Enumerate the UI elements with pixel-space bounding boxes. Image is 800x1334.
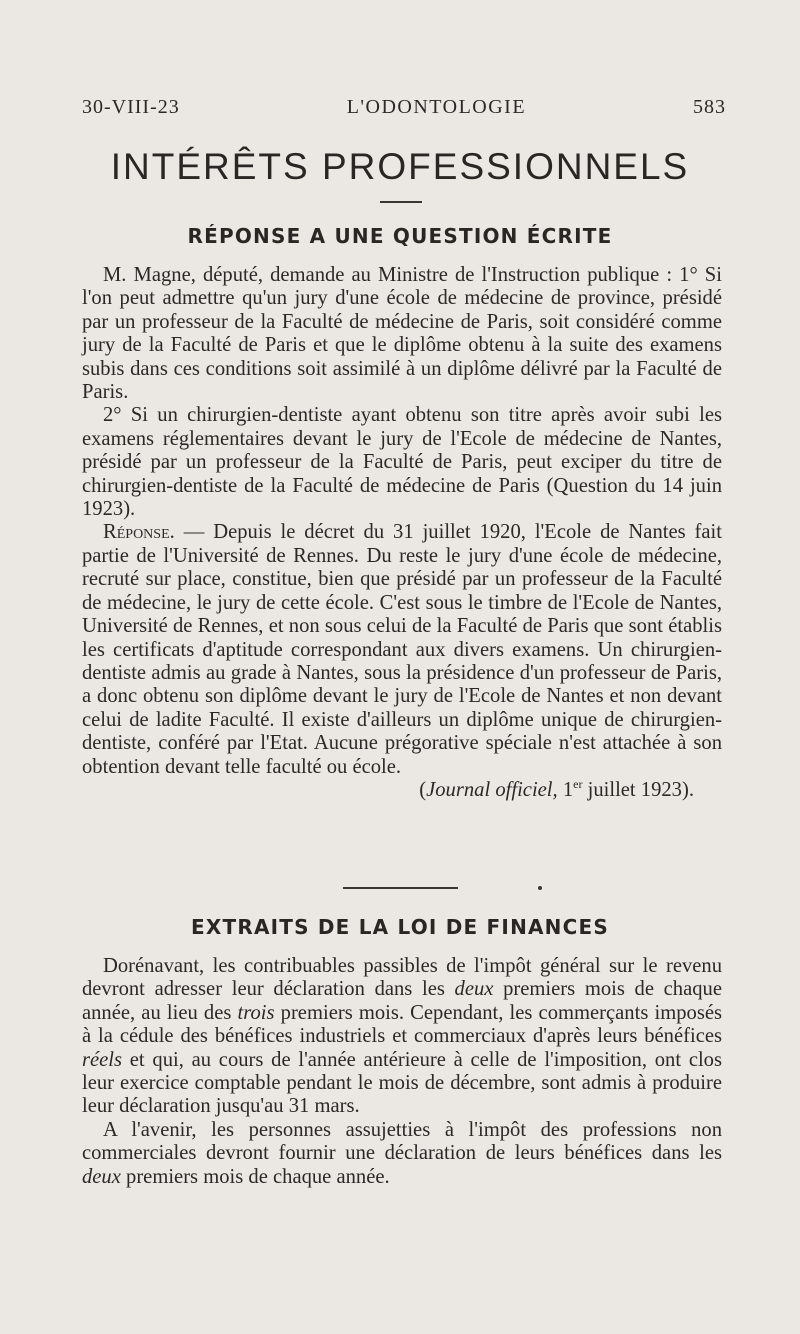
question-paragraph-2: 2° Si un chirurgien-dentiste ayant obtenu son titre après avoir subi les examens réglementaires devant le jury de l'Ecole de médecine de Nantes, présidé par un professeur de la Faculté de Paris, peut exciper du titre de chirurgien-dentiste de la Faculté de médecine de Paris (Question du 14 juin 1923).: [82, 404, 722, 521]
section-divider: [343, 887, 458, 889]
section-body-finances: [82, 955, 722, 1189]
answer-label: Réponse.: [103, 521, 175, 544]
emphasis-trois: trois: [237, 1001, 275, 1024]
finances-paragraph-2: [82, 1119, 722, 1189]
source-journal: Journal officiel,: [426, 778, 558, 801]
answer-paragraph: [82, 521, 722, 778]
emphasis-reels: réels: [82, 1048, 123, 1071]
running-header: [82, 96, 726, 119]
text-run: Dorénavant, les contribuables passibles de l'impôt général sur le revenu devront adresser leur déclaration dans les: [82, 955, 722, 1001]
text-run: et qui, au cours de l'année antérieure à celle de l'imposition, ont clos leur exercice comptable pendant le mois de décembre, sont admis à produire leur déclaration jusqu'au 31 mars.: [82, 1048, 722, 1118]
journal-name: L'ODONTOLOGIE: [346, 96, 527, 118]
source-day: 1: [557, 778, 574, 801]
section-title-finances: EXTRAITS DE LA LOI DE FINANCES: [191, 915, 609, 939]
finances-paragraph-1: [82, 955, 722, 1119]
page-number: 583: [693, 96, 726, 118]
page-title: INTÉRÊTS PROFESSIONNELS: [110, 146, 690, 187]
source-citation: (Journal officiel, 1er juillet 1923).: [419, 777, 694, 801]
text-run: premiers mois de chaque année, au lieu des: [82, 978, 722, 1024]
question-paragraph-1: M. Magne, député, demande au Ministre de l'Instruction publique : 1° Si l'on peut admettre qu'un jury d'une école de médecine de province, présidé par un professeur de la Faculté de médecine de Paris, soit considéré comme jury de la Faculté de Paris et que le diplôme obtenu à la suite des examens subis dans ces conditions soit assimilé à un diplôme délivré par la Faculté de Paris.: [82, 264, 722, 404]
emphasis-deux: deux: [454, 978, 494, 1001]
source-day-suffix: er: [573, 777, 583, 792]
divider-dot: [538, 886, 542, 890]
text-run: A l'avenir, les personnes assujetties à l'impôt des professions non commerciales devront fournir une déclaration de leurs bénéfices dans les: [82, 1118, 722, 1165]
source-date: juillet 1923).: [582, 778, 694, 801]
issue-date: 30-VIII-23: [82, 96, 180, 118]
section-title-reponse: RÉPONSE A UNE QUESTION ÉCRITE: [187, 224, 613, 248]
answer-text: — Depuis le décret du 31 juillet 1920, l'Ecole de Nantes fait partie de l'Université de Rennes. Du reste le jury d'une école de médecine, recruté sur place, constitue, bien que présidé par un professeur de la Faculté de médecine, le jury de cette école. C'est sous le timbre de l'Ecole de Nantes, Université de Rennes, et non sous celui de la Faculté de Paris que sont établis les certificats d'aptitude correspondant aux divers examens. Un chirurgien-dentiste admis au grade à Nantes, sous la présidence d'un professeur de Paris, a donc obtenu son diplôme devant le jury de l'Ecole de Nantes et non devant celui de ladite Faculté. Il existe d'ailleurs un diplôme unique de chirurgien-dentiste, conféré par l'Etat. Aucune prégorative spéciale n'est attachée à son obtention devant telle faculté ou école.: [82, 521, 722, 778]
emphasis-deux: deux: [82, 1165, 121, 1188]
title-divider: [380, 201, 422, 203]
text-run: premiers mois de chaque année.: [120, 1165, 390, 1188]
text-run: premiers mois. Cependant, les commerçants imposés à la cédule des bénéfices industriels et commerciaux d'après leurs bénéfices: [82, 1001, 722, 1048]
section-body-reponse: [82, 264, 722, 802]
